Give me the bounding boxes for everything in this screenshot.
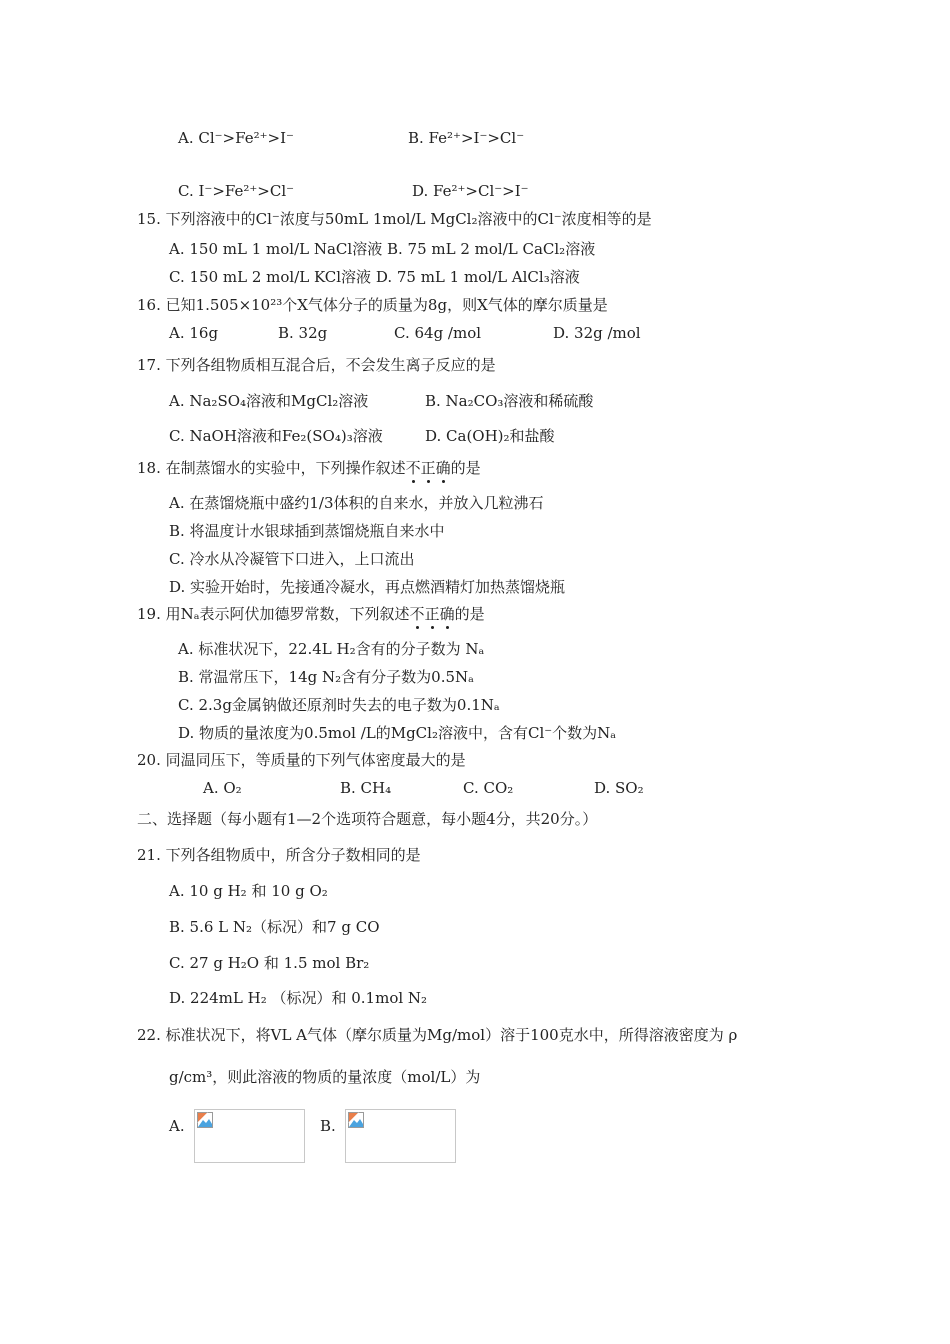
q22-option-a-image xyxy=(194,1109,305,1163)
q20-option-c: C. CO₂ xyxy=(463,779,514,797)
q22-option-a-label: A. xyxy=(169,1117,185,1135)
q21-option-c: C. 27 g H₂O 和 1.5 mol Br₂ xyxy=(169,954,370,972)
q21-option-d: D. 224mL H₂ （标况）和 0.1mol N₂ xyxy=(169,989,428,1007)
q17-stem: 17. 下列各组物质相互混合后，不会发生离子反应的是 xyxy=(137,356,496,374)
q18-option-d: D. 实验开始时，先接通冷凝水，再点燃酒精灯加热蒸馏烧瓶 xyxy=(169,578,566,596)
q14-option-b: B. Fe²⁺>I⁻>Cl⁻ xyxy=(408,129,525,147)
q18-stem: 18. 在制蒸馏水的实验中，下列操作叙述不正确的是 xyxy=(137,459,481,477)
q17-option-c: C. NaOH溶液和Fe₂(SO₄)₃溶液 xyxy=(169,427,383,445)
q20-stem: 20. 同温同压下，等质量的下列气体密度最大的是 xyxy=(137,751,466,769)
q19-option-c: C. 2.3g金属钠做还原剂时失去的电子数为0.1Nₐ xyxy=(178,696,500,714)
q16-option-d: D. 32g /mol xyxy=(553,324,641,342)
q18-option-b: B. 将温度计水银球插到蒸馏烧瓶自来水中 xyxy=(169,522,445,540)
q21-option-a: A. 10 g H₂ 和 10 g O₂ xyxy=(169,882,328,900)
q17-option-a: A. Na₂SO₄溶液和MgCl₂溶液 xyxy=(169,392,369,410)
q17-option-b: B. Na₂CO₃溶液和稀硫酸 xyxy=(425,392,594,410)
q21-stem: 21. 下列各组物质中，所含分子数相同的是 xyxy=(137,846,421,864)
q20-option-d: D. SO₂ xyxy=(594,779,644,797)
q15-stem: 15. 下列溶液中的Cl⁻浓度与50mL 1mol/L MgCl₂溶液中的Cl⁻浓度相等的是 xyxy=(137,210,652,228)
q14-option-d: D. Fe²⁺>Cl⁻>I⁻ xyxy=(412,182,529,200)
q16-stem: 16. 已知1.505×10²³个X气体分子的质量为8g，则X气体的摩尔质量是 xyxy=(137,296,608,314)
broken-image-icon xyxy=(197,1112,213,1128)
q14-option-c: C. I⁻>Fe²⁺>Cl⁻ xyxy=(178,182,295,200)
q17-option-d: D. Ca(OH)₂和盐酸 xyxy=(425,427,555,445)
q20-option-b: B. CH₄ xyxy=(340,779,392,797)
emphasis-char: 正 xyxy=(424,605,440,623)
emphasis-char: 确 xyxy=(435,459,451,477)
q16-option-c: C. 64g /mol xyxy=(394,324,482,342)
q22-stem-line2: g/cm³，则此溶液的物质的量浓度（mol/L）为 xyxy=(169,1068,481,1086)
broken-image-icon xyxy=(348,1112,364,1128)
section-2-heading: 二、选择题（每小题有1—2个选项符合题意，每小题4分，共20分。） xyxy=(137,810,598,828)
q19-option-b: B. 常温常压下，14g N₂含有分子数为0.5Nₐ xyxy=(178,668,474,686)
q19-option-a: A. 标准状况下，22.4L H₂含有的分子数为 Nₐ xyxy=(178,640,485,658)
q19-stem: 19. 用Nₐ表示阿伏加德罗常数，下列叙述不正确的是 xyxy=(137,605,485,623)
q22-option-b-label: B. xyxy=(320,1117,336,1135)
q22-option-b-image xyxy=(345,1109,456,1163)
q16-option-a: A. 16g xyxy=(169,324,219,342)
emphasis-char: 正 xyxy=(420,459,436,477)
q21-option-b: B. 5.6 L N₂（标况）和7 g CO xyxy=(169,918,380,936)
q16-option-b: B. 32g xyxy=(278,324,328,342)
emphasis-char: 不 xyxy=(405,459,421,477)
q18-option-a: A. 在蒸馏烧瓶中盛约1/3体积的自来水，并放入几粒沸石 xyxy=(169,494,544,512)
q22-stem-line1: 22. 标准状况下，将VL A气体（摩尔质量为Mg/mol）溶于100克水中，所得溶液密度为 ρ xyxy=(137,1026,738,1044)
q15-options-ab: A. 150 mL 1 mol/L NaCl溶液 B. 75 mL 2 mol/L CaCl₂溶液 xyxy=(169,240,596,258)
q15-options-cd: C. 150 mL 2 mol/L KCl溶液 D. 75 mL 1 mol/L AlCl₃溶液 xyxy=(169,268,580,286)
q18-option-c: C. 冷水从冷凝管下口进入，上口流出 xyxy=(169,550,415,568)
emphasis-char: 确 xyxy=(439,605,455,623)
emphasis-char: 不 xyxy=(409,605,425,623)
q14-option-a: A. Cl⁻>Fe²⁺>I⁻ xyxy=(178,129,294,147)
q20-option-a: A. O₂ xyxy=(203,779,242,797)
q19-option-d: D. 物质的量浓度为0.5mol /L的MgCl₂溶液中，含有Cl⁻个数为Nₐ xyxy=(178,724,617,742)
